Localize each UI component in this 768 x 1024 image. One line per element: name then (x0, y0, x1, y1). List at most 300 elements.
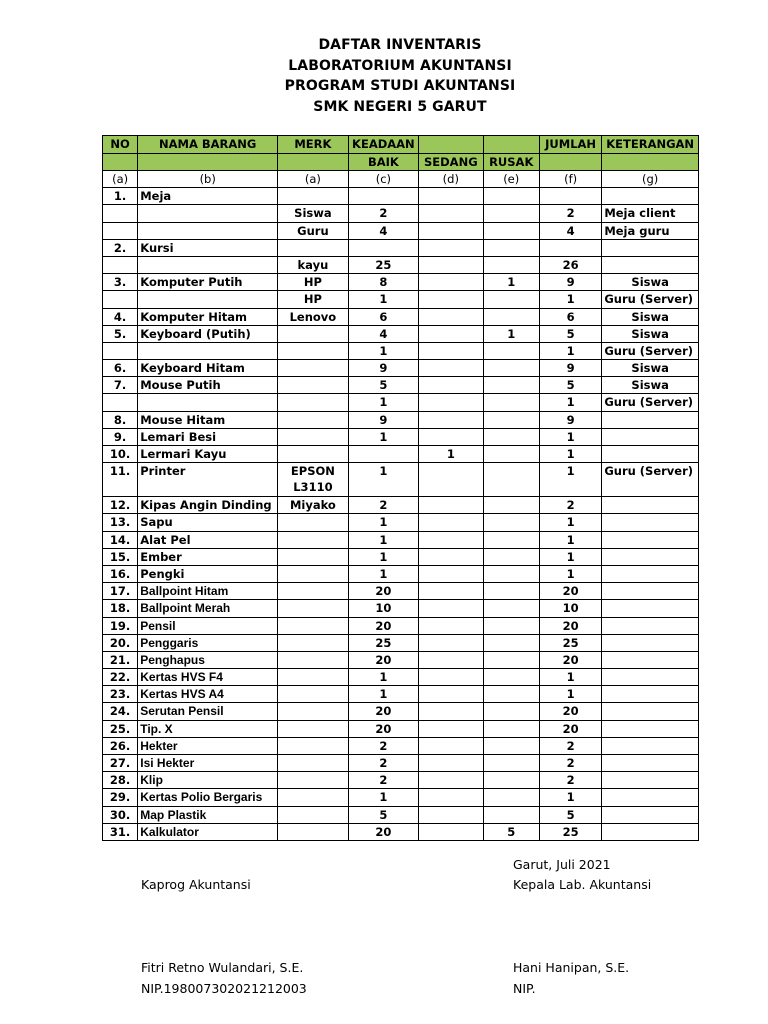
cell-no: 4. (103, 308, 138, 325)
cell-merk (278, 394, 348, 411)
cell-no: 30. (103, 806, 138, 823)
subheader-empty-1 (103, 153, 138, 171)
cell-rusak (483, 772, 539, 789)
table-row (103, 737, 699, 754)
cell-jumlah: 1 (539, 428, 601, 445)
cell-rusak (483, 360, 539, 377)
cell-merk (278, 377, 348, 394)
cell-sedang (419, 411, 483, 428)
cell-jumlah (539, 188, 601, 205)
cell-merk (278, 188, 348, 205)
cell-sedang (419, 755, 483, 772)
table-row (103, 669, 699, 686)
cell-no: 21. (103, 651, 138, 668)
cell-keterangan (602, 772, 699, 789)
cell-rusak (483, 291, 539, 308)
cell-rusak (483, 514, 539, 531)
cell-keterangan (602, 565, 699, 582)
cell-no (103, 222, 138, 239)
cell-nama-barang: Pensil (138, 617, 278, 634)
title-line-4: SMK NEGERI 5 GARUT (313, 98, 487, 115)
cell-keterangan (602, 188, 699, 205)
table-row (103, 823, 699, 840)
cell-merk (278, 411, 348, 428)
header-no: NO (103, 136, 138, 154)
cell-keterangan (602, 806, 699, 823)
cell-keterangan (602, 548, 699, 565)
cell-baik: 2 (348, 737, 418, 754)
cell-sedang (419, 737, 483, 754)
cell-rusak (483, 617, 539, 634)
cell-sedang (419, 583, 483, 600)
cell-no: 6. (103, 360, 138, 377)
cell-jumlah: 1 (539, 789, 601, 806)
cell-jumlah: 20 (539, 583, 601, 600)
cell-keterangan (602, 514, 699, 531)
cell-no: 31. (103, 823, 138, 840)
cell-jumlah: 20 (539, 651, 601, 668)
cell-nama-barang: Penghapus (138, 651, 278, 668)
cell-baik (348, 446, 418, 463)
cell-keterangan (602, 686, 699, 703)
cell-baik: 20 (348, 651, 418, 668)
cell-rusak (483, 755, 539, 772)
cell-keterangan: Guru (Server) (602, 291, 699, 308)
cell-baik: 1 (348, 565, 418, 582)
cell-jumlah: 10 (539, 600, 601, 617)
cell-baik: 1 (348, 463, 418, 497)
cell-merk (278, 548, 348, 565)
cell-sedang (419, 720, 483, 737)
cell-merk (278, 239, 348, 256)
cell-rusak (483, 377, 539, 394)
cell-jumlah: 25 (539, 634, 601, 651)
cell-sedang (419, 806, 483, 823)
cell-sedang (419, 686, 483, 703)
cell-jumlah: 1 (539, 686, 601, 703)
cell-sedang (419, 789, 483, 806)
cell-baik: 10 (348, 600, 418, 617)
cell-keterangan (602, 600, 699, 617)
cell-nama-barang (138, 394, 278, 411)
table-row (103, 583, 699, 600)
cell-merk (278, 446, 348, 463)
cell-baik: 8 (348, 274, 418, 291)
cell-jumlah: 1 (539, 291, 601, 308)
cell-nama-barang: Isi Hekter (138, 755, 278, 772)
subheader-sedang: SEDANG (419, 153, 483, 171)
cell-merk (278, 651, 348, 668)
table-row (103, 342, 699, 359)
table-row (103, 617, 699, 634)
cell-sedang (419, 308, 483, 325)
table-row (103, 360, 699, 377)
table-row (103, 446, 699, 463)
cell-keterangan: Siswa (602, 274, 699, 291)
cell-keterangan (602, 789, 699, 806)
cell-rusak (483, 583, 539, 600)
cell-keterangan: Guru (Server) (602, 342, 699, 359)
cell-sedang (419, 548, 483, 565)
cell-merk (278, 428, 348, 445)
cell-baik: 1 (348, 669, 418, 686)
table-row (103, 634, 699, 651)
cell-nama-barang: Komputer Hitam (138, 308, 278, 325)
cell-nama-barang: Kertas Polio Bergaris (138, 789, 278, 806)
cell-no: 1. (103, 188, 138, 205)
inventory-table (102, 135, 699, 841)
cell-jumlah: 25 (539, 823, 601, 840)
header-jumlah: JUMLAH (539, 136, 601, 154)
index-cell: (b) (138, 171, 278, 188)
cell-rusak: 1 (483, 274, 539, 291)
cell-baik: 20 (348, 583, 418, 600)
cell-jumlah: 1 (539, 669, 601, 686)
cell-nama-barang (138, 256, 278, 273)
cell-jumlah: 2 (539, 737, 601, 754)
cell-baik: 5 (348, 806, 418, 823)
cell-no: 10. (103, 446, 138, 463)
signature-place-date: Garut, Juli 2021 (513, 857, 611, 872)
table-row (103, 291, 699, 308)
cell-nama-barang: Ember (138, 548, 278, 565)
cell-rusak (483, 342, 539, 359)
cell-no: 23. (103, 686, 138, 703)
cell-sedang (419, 377, 483, 394)
cell-jumlah: 1 (539, 548, 601, 565)
title-line-2: LABORATORIUM AKUNTANSI (288, 57, 512, 74)
signature-left-name: Fitri Retno Wulandari, S.E. (141, 960, 304, 975)
subheader-empty-5 (602, 153, 699, 171)
cell-rusak (483, 497, 539, 514)
cell-nama-barang: Komputer Putih (138, 274, 278, 291)
cell-nama-barang (138, 222, 278, 239)
cell-rusak (483, 669, 539, 686)
table-row (103, 772, 699, 789)
cell-merk (278, 583, 348, 600)
cell-rusak (483, 411, 539, 428)
cell-sedang (419, 669, 483, 686)
cell-merk (278, 669, 348, 686)
cell-sedang (419, 342, 483, 359)
table-row (103, 377, 699, 394)
cell-merk: HP (278, 291, 348, 308)
cell-merk (278, 600, 348, 617)
cell-sedang (419, 600, 483, 617)
index-cell: (a) (278, 171, 348, 188)
cell-no (103, 291, 138, 308)
cell-merk (278, 325, 348, 342)
cell-sedang (419, 617, 483, 634)
cell-merk: EPSON L3110 (278, 463, 348, 497)
cell-sedang (419, 823, 483, 840)
index-cell: (g) (602, 171, 699, 188)
cell-rusak (483, 686, 539, 703)
cell-no: 18. (103, 600, 138, 617)
cell-keterangan: Meja guru (602, 222, 699, 239)
cell-nama-barang: Lemari Besi (138, 428, 278, 445)
title-line-1: DAFTAR INVENTARIS (318, 37, 482, 53)
cell-keterangan (602, 497, 699, 514)
cell-nama-barang: Penggaris (138, 634, 278, 651)
cell-merk: Miyako (278, 497, 348, 514)
table-row (103, 394, 699, 411)
table-row (103, 686, 699, 703)
header-empty-1 (419, 136, 483, 154)
cell-keterangan: Siswa (602, 325, 699, 342)
cell-rusak (483, 531, 539, 548)
cell-rusak (483, 256, 539, 273)
subheader-empty-3 (278, 153, 348, 171)
cell-merk (278, 342, 348, 359)
cell-rusak (483, 634, 539, 651)
cell-rusak (483, 806, 539, 823)
cell-keterangan: Guru (Server) (602, 394, 699, 411)
cell-baik: 20 (348, 823, 418, 840)
cell-baik: 1 (348, 686, 418, 703)
cell-baik: 1 (348, 428, 418, 445)
cell-keterangan (602, 651, 699, 668)
cell-merk (278, 360, 348, 377)
cell-baik: 9 (348, 360, 418, 377)
cell-rusak (483, 394, 539, 411)
cell-jumlah: 5 (539, 806, 601, 823)
table-row (103, 205, 699, 222)
cell-nama-barang: Keyboard Hitam (138, 360, 278, 377)
cell-keterangan: Guru (Server) (602, 463, 699, 497)
header-row (103, 136, 699, 154)
cell-jumlah: 9 (539, 274, 601, 291)
cell-no: 19. (103, 617, 138, 634)
subheader-row (103, 153, 699, 171)
cell-jumlah: 2 (539, 205, 601, 222)
cell-jumlah: 6 (539, 308, 601, 325)
cell-baik: 9 (348, 411, 418, 428)
index-cell: (e) (483, 171, 539, 188)
cell-keterangan (602, 256, 699, 273)
cell-jumlah: 2 (539, 772, 601, 789)
cell-keterangan (602, 755, 699, 772)
cell-nama-barang: Kipas Angin Dinding (138, 497, 278, 514)
cell-jumlah: 2 (539, 497, 601, 514)
cell-merk (278, 806, 348, 823)
signature-left-nip: NIP.198007302021212003 (141, 981, 307, 996)
cell-rusak (483, 188, 539, 205)
cell-baik: 1 (348, 789, 418, 806)
cell-sedang (419, 394, 483, 411)
cell-merk (278, 703, 348, 720)
cell-keterangan (602, 583, 699, 600)
cell-nama-barang: Pengki (138, 565, 278, 582)
cell-no: 7. (103, 377, 138, 394)
cell-no: 24. (103, 703, 138, 720)
cell-baik: 1 (348, 342, 418, 359)
cell-sedang (419, 531, 483, 548)
cell-merk (278, 686, 348, 703)
cell-no (103, 394, 138, 411)
table-row (103, 308, 699, 325)
table-row (103, 651, 699, 668)
cell-baik: 20 (348, 703, 418, 720)
cell-baik: 6 (348, 308, 418, 325)
cell-jumlah: 9 (539, 360, 601, 377)
table-row (103, 789, 699, 806)
cell-no: 25. (103, 720, 138, 737)
signature-right-name: Hani Hanipan, S.E. (513, 960, 630, 975)
cell-nama-barang: Kalkulator (138, 823, 278, 840)
cell-jumlah: 5 (539, 377, 601, 394)
cell-baik: 2 (348, 772, 418, 789)
document-title (0, 35, 768, 117)
cell-merk (278, 755, 348, 772)
table-row (103, 565, 699, 582)
signature-right-role: Kepala Lab. Akuntansi (513, 877, 652, 892)
cell-nama-barang: Meja (138, 188, 278, 205)
cell-no: 17. (103, 583, 138, 600)
cell-nama-barang: Mouse Hitam (138, 411, 278, 428)
cell-no: 5. (103, 325, 138, 342)
cell-jumlah: 4 (539, 222, 601, 239)
table-row (103, 411, 699, 428)
cell-sedang (419, 256, 483, 273)
cell-baik: 5 (348, 377, 418, 394)
index-cell: (a) (103, 171, 138, 188)
table-row (103, 720, 699, 737)
cell-jumlah: 2 (539, 755, 601, 772)
cell-jumlah: 20 (539, 617, 601, 634)
cell-sedang (419, 205, 483, 222)
signature-left-role: Kaprog Akuntansi (141, 877, 251, 892)
header-nama-barang: NAMA BARANG (138, 136, 278, 154)
cell-nama-barang: Sapu (138, 514, 278, 531)
header-merk: MERK (278, 136, 348, 154)
cell-merk (278, 565, 348, 582)
cell-rusak (483, 789, 539, 806)
cell-jumlah: 26 (539, 256, 601, 273)
cell-baik: 20 (348, 720, 418, 737)
header-keadaan: KEADAAN (348, 136, 418, 154)
cell-keterangan: Siswa (602, 308, 699, 325)
cell-nama-barang (138, 291, 278, 308)
cell-no: 26. (103, 737, 138, 754)
cell-baik: 25 (348, 256, 418, 273)
cell-sedang (419, 514, 483, 531)
cell-rusak (483, 446, 539, 463)
cell-no: 2. (103, 239, 138, 256)
cell-rusak (483, 737, 539, 754)
cell-rusak (483, 308, 539, 325)
index-row (103, 171, 699, 188)
cell-sedang (419, 428, 483, 445)
cell-rusak (483, 428, 539, 445)
cell-baik: 1 (348, 394, 418, 411)
cell-keterangan (602, 428, 699, 445)
cell-keterangan (602, 411, 699, 428)
cell-baik: 4 (348, 325, 418, 342)
cell-nama-barang: Hekter (138, 737, 278, 754)
cell-baik: 4 (348, 222, 418, 239)
cell-keterangan (602, 737, 699, 754)
cell-merk (278, 514, 348, 531)
header-empty-2 (483, 136, 539, 154)
cell-rusak (483, 720, 539, 737)
cell-rusak (483, 222, 539, 239)
cell-baik (348, 188, 418, 205)
subheader-rusak: RUSAK (483, 153, 539, 171)
table-row (103, 531, 699, 548)
cell-keterangan (602, 823, 699, 840)
cell-nama-barang: Map Plastik (138, 806, 278, 823)
table-row (103, 239, 699, 256)
cell-keterangan: Meja client (602, 205, 699, 222)
table-row (103, 703, 699, 720)
cell-sedang (419, 634, 483, 651)
cell-sedang (419, 188, 483, 205)
cell-merk: kayu (278, 256, 348, 273)
cell-no: 11. (103, 463, 138, 497)
cell-keterangan (602, 669, 699, 686)
cell-rusak (483, 703, 539, 720)
table-row (103, 325, 699, 342)
cell-rusak: 1 (483, 325, 539, 342)
cell-merk: Lenovo (278, 308, 348, 325)
cell-no: 28. (103, 772, 138, 789)
index-cell: (f) (539, 171, 601, 188)
cell-baik: 20 (348, 617, 418, 634)
signature-right-nip: NIP. (513, 981, 536, 996)
cell-sedang (419, 651, 483, 668)
table-row (103, 497, 699, 514)
subheader-empty-2 (138, 153, 278, 171)
cell-jumlah: 5 (539, 325, 601, 342)
cell-baik (348, 239, 418, 256)
cell-jumlah: 1 (539, 394, 601, 411)
cell-merk (278, 772, 348, 789)
cell-nama-barang: Serutan Pensil (138, 703, 278, 720)
cell-nama-barang (138, 205, 278, 222)
table-row (103, 755, 699, 772)
cell-keterangan (602, 531, 699, 548)
subheader-empty-4 (539, 153, 601, 171)
cell-rusak (483, 205, 539, 222)
cell-merk: HP (278, 274, 348, 291)
cell-sedang (419, 291, 483, 308)
cell-jumlah: 9 (539, 411, 601, 428)
cell-keterangan (602, 703, 699, 720)
table-row (103, 600, 699, 617)
cell-jumlah: 20 (539, 720, 601, 737)
cell-baik: 1 (348, 548, 418, 565)
header-keterangan: KETERANGAN (602, 136, 699, 154)
index-cell: (c) (348, 171, 418, 188)
cell-baik: 2 (348, 497, 418, 514)
cell-rusak (483, 463, 539, 497)
title-line-3: PROGRAM STUDI AKUNTANSI (284, 78, 516, 94)
cell-baik: 1 (348, 514, 418, 531)
cell-jumlah: 1 (539, 514, 601, 531)
cell-sedang (419, 463, 483, 497)
cell-rusak: 5 (483, 823, 539, 840)
cell-merk (278, 737, 348, 754)
table-row (103, 428, 699, 445)
cell-keterangan (602, 239, 699, 256)
cell-no (103, 205, 138, 222)
cell-jumlah: 1 (539, 531, 601, 548)
cell-keterangan (602, 720, 699, 737)
cell-sedang (419, 497, 483, 514)
cell-nama-barang: Tip. X (138, 720, 278, 737)
cell-sedang (419, 772, 483, 789)
